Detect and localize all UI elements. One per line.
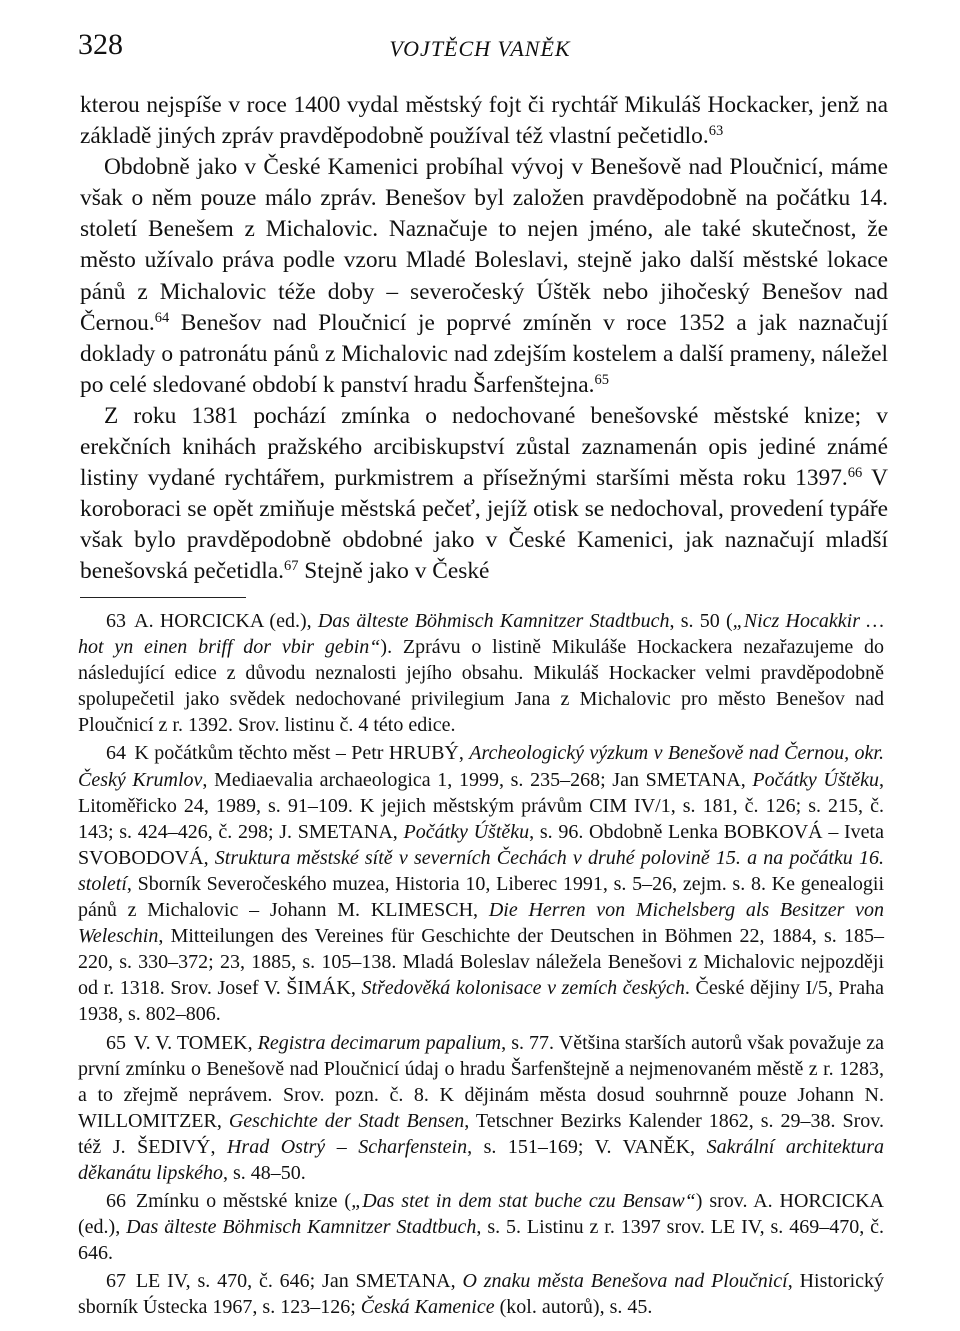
text-run: , s. 77. Většina starších autorů však považuje za první zmínku o Benešově nad Ploučnicí údaj o hradu Šarfenštejně a nejmenovaném městě z r. 1283, a to zřejmě neprávem. Srov. pozn. č. 8. K dějinám města dosud souhrnně pouze Johann N. WILLOMITZER, <box>78 1031 884 1132</box>
text-run: (kol. autorů), s. 45. <box>494 1296 653 1319</box>
footnote-label: 66 <box>106 1190 126 1213</box>
text-run: Stejně jako v České <box>298 558 490 585</box>
footnote-66 <box>78 1188 884 1266</box>
text-run: , Sborník Severočeského muzea, Historia 10, Liberec 1991, s. 5–26, zejm. s. 8. Ke genealogii pánů z Michalovic – Johann M. KLIMESCH, <box>78 872 884 922</box>
title-italic: Archeologický výzkum v Benešově nad Černou, okr. Český Krumlov <box>78 742 884 791</box>
text-run: kterou nejspíše v roce 1400 vydal městský fojt či rychtář Mikuláš Hockacker, jenž na základě jiných zpráv pravděpodobně používal též vlastní pečetidlo. <box>80 92 888 150</box>
text-run: ) srov. A. HORCICKA (ed.), <box>78 1190 884 1239</box>
paragraph <box>80 152 888 401</box>
text-run: , s. 50 ( <box>669 610 733 632</box>
text-run: , s. 151–169; V. VANĚK, <box>467 1135 707 1158</box>
main-text <box>80 90 888 588</box>
footnote-ref: 66 <box>847 465 863 482</box>
text-run: , s. 96. Obdobně Lenka BOBKOVÁ – Iveta SVOBODOVÁ, <box>78 820 884 869</box>
text-run: , s. 48–50. <box>222 1161 306 1184</box>
footnote-65 <box>78 1030 884 1187</box>
page-header <box>78 28 882 68</box>
footnote-64 <box>78 740 884 1027</box>
text-run: A. HORCICKA (ed.), <box>129 610 318 632</box>
footnote-ref: 67 <box>283 558 299 575</box>
text-run: V koroboraci se opět zmiňuje městská pečeť, jejíž otisk se nedochoval, provedení typáře však bylo pravděpodobně obdobné jako v České Kamenici, jak naznačují mladší benešovská pečetidla. <box>80 465 889 585</box>
title-italic: Sakrální architektura děkanátu lipského <box>78 1135 884 1184</box>
footnote-label: 65 <box>106 1031 126 1054</box>
footnote-label: 63 <box>106 610 126 632</box>
text-run: LE IV, s. 470, č. 646; Jan SMETANA, <box>129 1270 463 1293</box>
text-run: ). Zprávu o listině Mikuláše Hockackera nezařazujeme do následující edice z důvodu neznalosti jejího obsahu. Mikuláš Hockacker velmi pravděpodobně spolupečetil jako svědek nedochované privilegium Jana z Michalovic pro město Benešov nad Ploučnicí z r. 1392. Srov. listinu č. 4 této edice. <box>78 636 884 737</box>
title-italic: Struktura městské sítě v severních Čechách v druhé polovině 15. a na počátku 16. století <box>78 846 884 895</box>
title-italic: Středověká kolonisace v zemích českých <box>361 977 685 1000</box>
text-run: , Mediaevalia archaeologica 1, 1999, s. 235–268; Jan SMETANA, <box>202 768 753 791</box>
text-run: . České dějiny I/5, Praha 1938, s. 802–806. <box>78 977 884 1026</box>
running-title: VOJTĚCH VANĚK <box>389 36 571 61</box>
footnote-ref: 64 <box>154 309 170 326</box>
footnotes <box>78 608 884 1323</box>
title-italic: Počátky Úštěku <box>752 768 879 791</box>
quote-italic: „Das stet in dem stat buche czu Bensaw“ <box>351 1190 696 1213</box>
footnote-label: 64 <box>106 742 126 765</box>
quote-italic: „Nicz Hocakkir … hot yn einen briff dor vbir gebin“ <box>78 610 884 659</box>
footnote-67 <box>78 1268 884 1320</box>
footnote-ref: 65 <box>594 371 609 388</box>
title-italic: Česká Kamenice <box>360 1296 495 1319</box>
footnote-63 <box>78 608 884 738</box>
text-run: , Historický sborník Ústecka 1967, s. 123–126; <box>78 1270 885 1319</box>
text-run: , Mitteilungen des Vereines für Geschichte der Deutschen in Böhmen 22, 1884, s. 185–220, s. 330–372; 23, 1885, s. 105–138. Mladá Boleslav náležela Benešovi z Michalovic nejpozději od r. 1318. Srov. Josef V. ŠIMÁK, <box>78 925 884 1000</box>
title-italic: O znaku města Benešova nad Ploučnicí <box>462 1270 788 1293</box>
title-italic: Geschichte der Stadt Bensen <box>228 1109 465 1132</box>
text-run: Z roku 1381 pochází zmínka o nedochované benešovské městské knize; v erekčních knihách pražského arcibiskupství zůstal zaznamenán opis jediné známé listiny vydané rychtářem, purkmistrem a přísežnými staršími města roku 1397. <box>80 402 888 492</box>
footnote-divider <box>80 597 246 598</box>
title-italic: Die Herren von Michelsberg als Besitzer von Weleschin <box>78 899 885 948</box>
title-italic: Das älteste Böhmisch Kamnitzer Stadtbuch <box>317 610 670 632</box>
page-number: 328 <box>78 28 123 61</box>
text-run: , Tetschner Bezirks Kalender 1862, s. 29–38. Srov. též J. ŠEDIVÝ, <box>78 1109 885 1158</box>
text-run: , Litoměřicko 24, 1989, s. 91–109. K jejich městským právům CIM IV/1, s. 181, č. 126; s. 215, č. 143; s. 424–426, č. 298; J. SMETANA, <box>78 768 884 843</box>
text-run: , s. 5. Listinu z r. 1397 srov. LE IV, s. 469–470, č. 646. <box>78 1216 884 1265</box>
text-run: Benešov nad Ploučnicí je poprvé zmíněn v roce 1352 a jak naznačují doklady o patronátu pánů z Michalovic nad zdejším kostelem a další prameny, náležel po celé sledované období k panství hradu Šarfenštejna. <box>80 309 888 398</box>
text-run: Obdobně jako v České Kamenici probíhal vývoj v Benešově nad Ploučnicí, máme však o něm pouze málo zpráv. Benešov byl založen pravděpodobně na počátku 14. století Benešem z Michalovic. Naznačuje to nejen jméno, ale také skutečnost, že město užívalo práva podle vzoru Mladé Boleslavi, stejně jako další městské lokace pánů z Michalovic téže doby – severočeský Úštěk nebo jihočeský Benešov nad Černou. <box>80 154 888 336</box>
footnote-label: 67 <box>106 1270 126 1293</box>
title-italic: Das älteste Böhmisch Kamnitzer Stadtbuch <box>126 1216 477 1239</box>
text-run: K počátkům těchto měst – Petr HRUBÝ, <box>129 742 470 765</box>
footnote-ref: 63 <box>708 123 724 140</box>
text-run: Zmínku o městské knize ( <box>129 1190 352 1213</box>
paragraph <box>80 90 888 152</box>
title-italic: Registra decimarum papalium <box>257 1031 502 1054</box>
text-run: V. V. TOMEK, <box>129 1031 258 1054</box>
title-italic: Počátky Úštěku <box>403 820 530 843</box>
title-italic: Hrad Ostrý – Scharfenstein <box>226 1135 468 1158</box>
paragraph <box>80 401 888 588</box>
